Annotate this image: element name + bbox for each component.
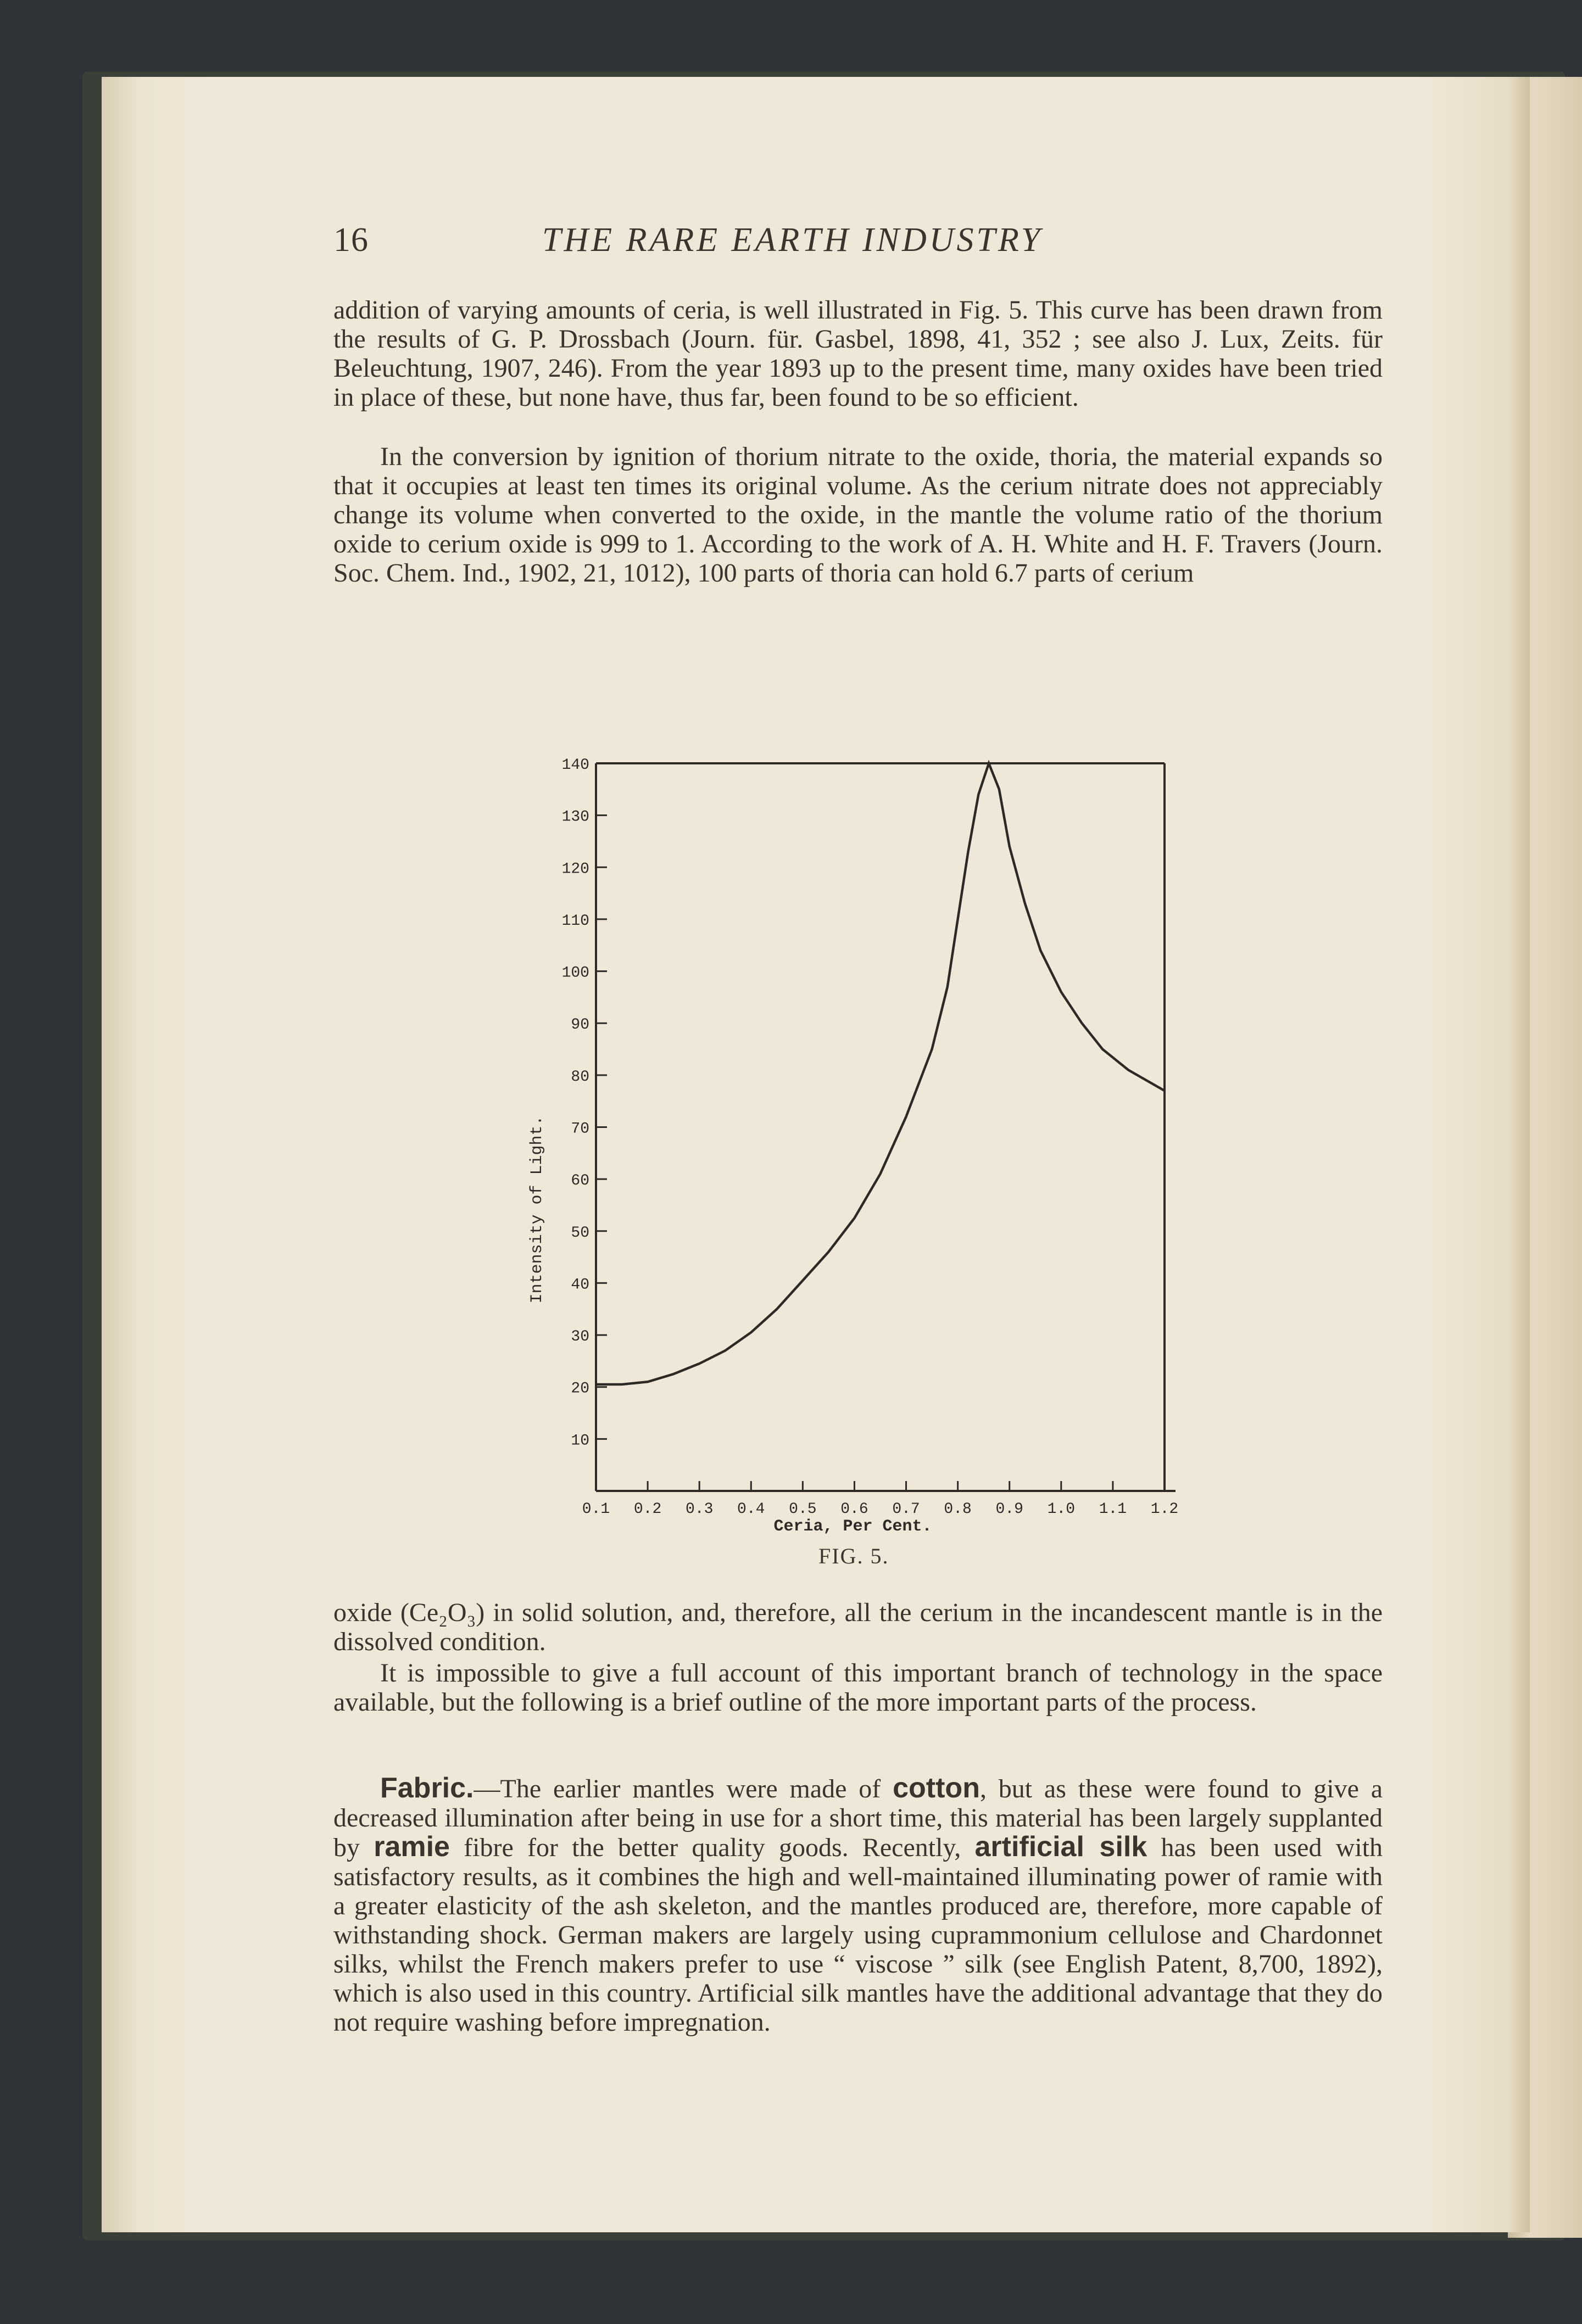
x-tick-label: 1.0 bbox=[1047, 1501, 1076, 1518]
page-header bbox=[333, 221, 1487, 281]
x-tick-label: 0.3 bbox=[685, 1501, 714, 1518]
x-tick-label: 0.1 bbox=[582, 1501, 610, 1518]
paragraph-3: oxide (Ce₂O₃) in solid solution, and, therefore, all the cerium in the incandescent mantle is in the dissolved condition. bbox=[333, 1598, 1383, 1656]
fabric-heading: Fabric. bbox=[380, 1772, 474, 1804]
running-title: THE RARE EARTH INDUSTRY bbox=[542, 221, 1043, 259]
fabric-text-2: , but as these were found to give a decreased illumination after being in use for a short time, this material has been largely supplanted by bbox=[333, 1774, 1383, 1862]
paragraph-1: addition of varying amounts of ceria, is well illustrated in Fig. 5. This curve has been drawn from the results of G. P. Drossbach (Journ. für. Gasbel, 1898, 41, 352 ; see also J. Lux, Zeits. für Beleuchtung, 1907, 246). From the year 1893 up to the present time, many oxides have been tried in place of these, but none have, thus far, been found to be so efficient. bbox=[333, 295, 1383, 412]
plot-frame bbox=[596, 763, 1176, 1491]
x-tick-label: 0.7 bbox=[892, 1501, 920, 1518]
keyword-ramie: ramie bbox=[374, 1831, 450, 1863]
figure-caption: FIG. 5. bbox=[818, 1544, 889, 1568]
y-tick-label: 80 bbox=[571, 1068, 589, 1086]
y-tick-label: 10 bbox=[571, 1432, 589, 1450]
x-tick-label: 1.1 bbox=[1099, 1501, 1127, 1518]
x-tick-label: 0.5 bbox=[789, 1501, 817, 1518]
paragraph-fabric bbox=[333, 1774, 1383, 2037]
x-tick-label: 0.6 bbox=[840, 1501, 868, 1518]
keyword-cotton: cotton bbox=[893, 1772, 980, 1804]
y-tick-label: 120 bbox=[561, 861, 589, 878]
paragraph-4: It is impossible to give a full account of this important branch of technology in the space available, but the following is a brief outline of the more important parts of the process. bbox=[333, 1658, 1383, 1717]
y-tick-label: 100 bbox=[561, 964, 589, 982]
fabric-text-3: fibre for the better quality goods. Recently, bbox=[449, 1833, 975, 1862]
x-tick-label: 0.2 bbox=[633, 1501, 662, 1518]
y-tick-label: 30 bbox=[571, 1328, 589, 1346]
figure-5-chart bbox=[102, 728, 1530, 1606]
intensity-curve bbox=[596, 763, 1165, 1384]
x-tick-label: 1.2 bbox=[1150, 1501, 1179, 1518]
paragraph-2: In the conversion by ignition of thorium nitrate to the oxide, thoria, the material expands so that it occupies at least ten times its original volume. As the cerium nitrate does not appreciably change its volume when converted to the oxide, in the mantle the volume ratio of the thorium oxide to cerium oxide is 999 to 1. According to the work of A. H. White and H. F. Travers (Journ. Soc. Chem. Ind., 1902, 21, 1012), 100 parts of thoria can hold 6.7 parts of cerium bbox=[333, 442, 1383, 588]
y-tick-label: 90 bbox=[571, 1016, 589, 1034]
keyword-artificial-silk: artificial silk bbox=[974, 1831, 1147, 1863]
y-tick-label: 40 bbox=[571, 1276, 589, 1294]
x-tick-label: 0.8 bbox=[944, 1501, 972, 1518]
y-tick-label: 110 bbox=[561, 912, 589, 930]
x-axis-label: Ceria, Per Cent. bbox=[773, 1517, 932, 1536]
x-tick-label: 0.4 bbox=[737, 1501, 765, 1518]
y-tick-label: 20 bbox=[571, 1380, 589, 1398]
y-tick-label: 70 bbox=[571, 1120, 589, 1138]
y-axis bbox=[562, 757, 607, 1449]
x-axis bbox=[582, 1481, 1178, 1518]
fabric-text-4: has been used with satisfactory results, as it combines the high and well-maintained illuminating power of ramie with a greater elasticity of the ash skeleton, and the mantles produced are, therefore, more capable of withstanding shock. German makers are largely using cuprammonium cellulose and Chardonnet silks, whilst the French makers prefer to use “ viscose ” silk (see English Patent, 8,700, 1892), which is also used in this country. Artificial silk mantles have the additional advantage that they do not require washing before impregnation. bbox=[333, 1833, 1383, 2037]
y-axis-label: Intensity of Light. bbox=[528, 1115, 547, 1304]
page-number: 16 bbox=[333, 221, 369, 259]
x-tick-label: 0.9 bbox=[995, 1501, 1023, 1518]
y-tick-label: 130 bbox=[561, 808, 589, 826]
y-tick-label: 50 bbox=[571, 1224, 589, 1242]
y-tick-label: 60 bbox=[571, 1172, 589, 1190]
y-tick-label: 140 bbox=[561, 757, 589, 774]
book-page bbox=[102, 77, 1530, 2232]
fabric-text-1: —The earlier mantles were made of bbox=[474, 1774, 893, 1803]
